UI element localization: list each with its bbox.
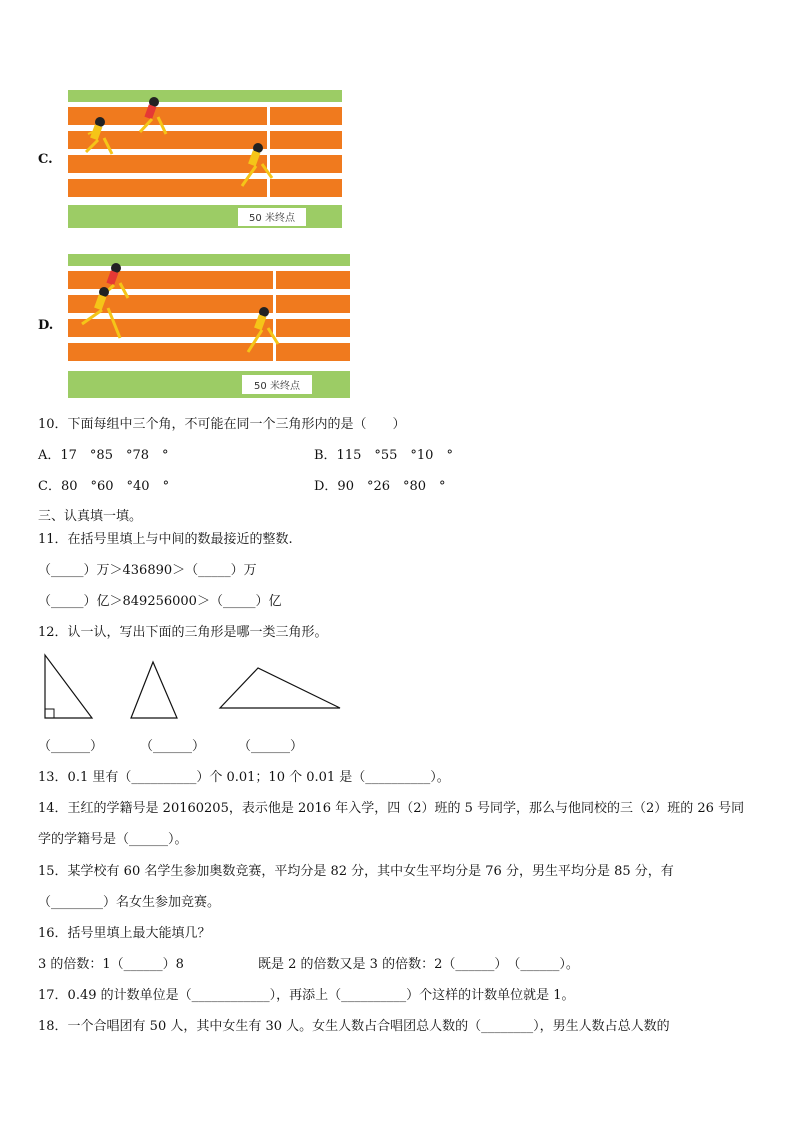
acute-triangle-figure — [126, 658, 182, 722]
q12-blank-2[interactable]: （______） — [140, 739, 206, 754]
q10-stem: 10．下面每组中三个角，不可能在同一个三角形内的是（ ） — [38, 417, 406, 432]
q14-line1: 14．王红的学籍号是 20160205，表示他是 2016 年入学，四（2）班的 5 号同学，那么与他同校的三（2）班的 26 号同 — [38, 801, 745, 816]
option-c-label: C. — [38, 152, 53, 167]
q15-line1: 15．某学校有 60 名学生参加奥数竞赛，平均分是 82 分，其中女生平均分是 76 分，男生平均分是 85 分，有 — [38, 864, 674, 879]
q11-line2: （_____）亿＞849256000＞（_____）亿 — [38, 594, 282, 609]
q11-line1: （_____）万＞436890＞（_____）万 — [38, 563, 257, 578]
obtuse-triangle-figure — [216, 662, 344, 712]
q12-stem: 12．认一认，写出下面的三角形是哪一类三角形。 — [38, 625, 328, 640]
track-image-c — [68, 90, 342, 228]
q11-stem: 11．在括号里填上与中间的数最接近的整数. — [38, 532, 293, 547]
q10-option-a: A．17 °85 °78 ° — [38, 448, 169, 463]
section-title: 三、认真填一填。 — [38, 509, 143, 524]
track-image-d — [68, 254, 350, 398]
q17-text: 17．0.49 的计数单位是（____________），再添上（__________）个这样的计数单位就是 1。 — [38, 988, 575, 1003]
q15-line2: （________）名女生参加竞赛。 — [38, 895, 221, 910]
q16-stem: 16．括号里填上最大能填几？ — [38, 926, 211, 941]
q16-part2: 既是 2 的倍数又是 3 的倍数：2（______） （______）。 — [258, 957, 579, 972]
finish-label-d: 50 米终点 — [254, 381, 300, 392]
right-triangle-figure — [40, 652, 100, 722]
finish-label-c: 50 米终点 — [249, 213, 295, 224]
q12-blank-1[interactable]: （______） — [38, 739, 104, 754]
q12-blank-3[interactable]: （______） — [238, 739, 304, 754]
option-d-label: D. — [38, 318, 54, 333]
q10-option-c: C．80 °60 °40 ° — [38, 479, 170, 494]
q18-text: 18．一个合唱团有 50 人，其中女生有 30 人。女生人数占合唱团总人数的（________），男生人数占总人数的 — [38, 1019, 670, 1034]
q16-part1: 3 的倍数：1（______）8 — [38, 957, 184, 972]
q10-option-d: D．90 °26 °80 ° — [314, 479, 446, 494]
q14-line2: 学的学籍号是（______）。 — [38, 832, 188, 847]
q10-option-b: B．115 °55 °10 ° — [314, 448, 453, 463]
q13-text: 13．0.1 里有（__________）个 0.01；10 个 0.01 是（__________）。 — [38, 770, 450, 785]
